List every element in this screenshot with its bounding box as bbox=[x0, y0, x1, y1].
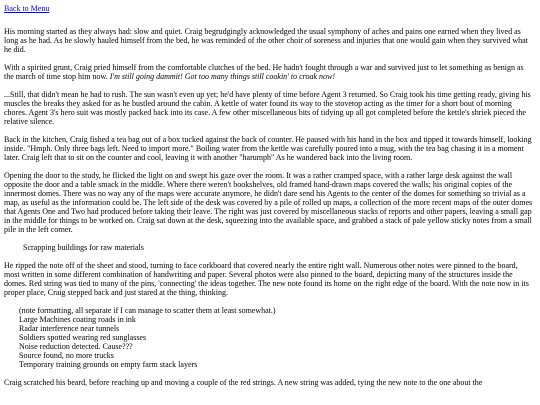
paragraph-5: Opening the door to the study, he flicked the light on and swept his gaze over the room. It was a rather cramped space, with a rather large desk against the wall opposite the door and a table smack in the middle. Where there weren't bookshelves, old framed hand-drawn maps covered the walls; his original copies of the innermost domes. There was no way any of the maps were accurate anymore, he didn't dare send his Agents to the center of the domes for something so trivial as a map, as useful as the information could be. The left side of the desk was covered by a pile of rolled up maps, a collection of the more recent maps of the outer domes that Agents One and Two had produced before taking their leave. The right was just covered by miscellaneous stacks of reports and other papers, leaving a small gap in the middle for things to be worked on. Craig sat down at the desk, squeezing into the available space, and grabbed a stack of pale yellow sticky notes from a small pile in the left corner. bbox=[4, 171, 533, 234]
paragraph-6: He ripped the note off of the sheet and stood, turning to face corkboard that covered nearly the entire right wall. Numerous other notes were pinned to the board, most written in some different combination of handwriting and paper. Several photos were also pinned to the board, depicting many of the structures inside the domes. Red string was tied to many of the pins, 'connecting' the ideas together. The new note found its home on the right edge of the board. With the note now in its proper place, Craig stepped back and just stared at the thing, thinking. bbox=[4, 261, 529, 297]
note-item: Source found, no more trucks bbox=[19, 351, 114, 360]
back-to-menu-link[interactable]: Back to Menu bbox=[4, 4, 50, 13]
paragraph-2-italic: I'm still going dammit! Got too many things still cookin' to croak now! bbox=[109, 72, 336, 81]
note-item: Large Machines coating roads in ink bbox=[19, 315, 136, 324]
paragraph-7: Craig scratched his beard, before reaching up and moving a couple of the red strings. A new string was added, tying the new note to the one about the bbox=[4, 378, 483, 387]
paragraph-4: Back in the kitchen, Craig fished a tea bag out of a box tucked against the back of counter. He paused with his hand in the box and tipped it towards himself, looking inside. "Hmph. Only three bags left. Need to import more." Boiling water from the kettle was carefully poured into a mug, with the tea bag chasing it in a moment later. Craig left that to sit on the counter and cool, leaving it with another "harumph" As he wandered back into the living room. bbox=[4, 135, 532, 162]
note-item: Soldiers spotted wearing red sunglasses bbox=[19, 333, 147, 342]
notes-list bbox=[19, 306, 534, 369]
note-item: Noise reduction detected. Cause??? bbox=[19, 342, 133, 351]
paragraph-1: His morning started as they always had: slow and quiet. Craig begrudgingly acknowledged the usual symphony of aches and pains one earned when they lived as long as he had. As he slowly hauled himself from the bed, he was reminded of the other choir of soreness and injuries that one would gain when they survived what he did. bbox=[4, 27, 528, 54]
paragraph-3: ...Still, that didn't mean he had to rush. The sun wasn't even up yet; he'd have plenty of time before Agent 3 returned. So Craig took his time getting ready, giving his muscles the breaks they asked for as he bustled around the cabin. A kettle of water found its way to the stovetop acting as the timer for a short bout of morning chores. Agent 3's hero suit was mostly packed back into its case. A few other miscellaneous bits of tidying up all got completed before the kettle's shriek pieced the relative silence. bbox=[4, 90, 531, 126]
note-item: Temporary training grounds on empty farm stack layers bbox=[19, 360, 198, 369]
paragraph-2-text: With a spirited grunt, Craig pried himself from the comfortable clutches of the bed. He hadn't fought through a war and survived just to let something as benign as the march of time stop him now. bbox=[4, 63, 524, 81]
notes-header: (note formatting, all separate if I can manage to scatter them at least somewhat.) bbox=[19, 306, 276, 315]
indented-note-line: Scrapping buildings for raw materials bbox=[23, 243, 144, 252]
story-content bbox=[4, 27, 534, 396]
paragraph-2 bbox=[4, 63, 534, 81]
note-item: Radar interference near tunnels bbox=[19, 324, 120, 333]
